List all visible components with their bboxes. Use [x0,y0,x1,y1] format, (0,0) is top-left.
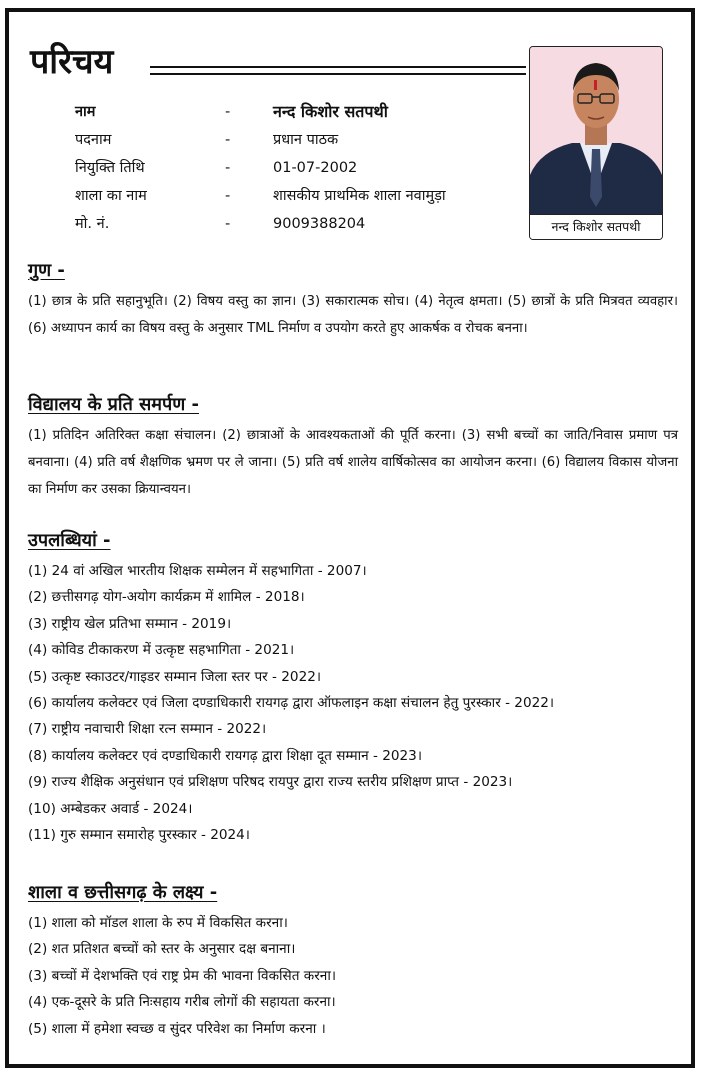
info-row-name [75,98,515,126]
profile-photo [529,46,663,240]
goal-item: (5) शाला में हमेशा स्वच्छ व सुंदर परिवेश का निर्माण करना । [28,1020,326,1037]
achievement-item: (9) राज्य शैक्षिक अनुसंधान एवं प्रशिक्षण परिषद रायपुर द्वारा राज्य स्तरीय प्रशिक्षण प्राप्त - 2023। [28,774,513,791]
info-dash: - [225,104,231,120]
info-label: मो. नं. [75,216,110,232]
goal-item: (4) एक-दूसरे के प्रति निःसहाय गरीब लोगों की सहायता करना। [28,994,336,1011]
goal-item: (1) शाला को मॉडल शाला के रुप में विकसित करना। [28,915,288,931]
achievement-item: (11) गुरु सम्मान समारोह पुरस्कार - 2024। [28,827,250,844]
info-value: प्रधान पाठक [273,132,339,148]
achievement-item: (2) छत्तीसगढ़ योग-अयोग कार्यक्रम में शामिल - 2018। [28,589,305,606]
goal-item: (3) बच्चों में देशभक्ति एवं राष्ट्र प्रेम की भावना विकसित करना। [28,967,337,984]
info-row-designation [75,126,515,154]
info-value: नन्द किशोर सतपथी [273,102,388,121]
info-dash: - [225,132,231,148]
info-value: शासकीय प्राथमिक शाला नवामुड़ा [273,188,446,204]
achievement-item: (7) राष्ट्रीय नवाचारी शिक्षा रत्न सम्मान - 2022। [28,721,267,738]
qualities-heading: गुण - [28,260,65,281]
goals-heading: शाला व छत्तीसगढ़ के लक्ष्य - [28,882,218,903]
info-row-mobile [75,210,515,238]
info-value: 9009388204 [273,216,366,232]
qualities-section [28,258,678,342]
info-value: 01-07-2002 [273,160,358,176]
info-dash: - [225,188,231,204]
achievement-item: (6) कार्यालय कलेक्टर एवं जिला दण्डाधिकारी रायगढ़ द्वारा ऑफलाइन कक्षा संचालन हेतु पुरस्कार - 2022। [28,695,555,712]
photo-caption: नन्द किशोर सतपथी [530,214,662,239]
title-divider [150,66,526,68]
achievement-item: (1) 24 वां अखिल भारतीय शिक्षक सम्मेलन में सहभागिता - 2007। [28,563,367,579]
achievement-item: (5) उत्कृष्ट स्काउटर/गाइडर सम्मान जिला स्तर पर - 2022। [28,668,322,685]
achievements-heading: उपलब्धियां - [28,530,111,551]
info-label: पदनाम [75,132,112,148]
achievement-item: (10) अम्बेडकर अवार्ड - 2024। [28,800,193,817]
title-divider-lower [150,73,526,75]
info-label: नियुक्ति तिथि [75,160,145,176]
info-dash: - [225,160,231,176]
page-title: परिचय [30,42,114,82]
qualities-text: (1) छात्र के प्रति सहानुभूति। (2) विषय वस्तु का ज्ञान। (3) सकारात्मक सोच। (4) नेतृत्व क्षमता। (5) छात्रों के प्रति मित्रवत व्यवहार। (6) अध्यापन कार्य का विषय वस्तु के अनुसार TML निर्माण व उपयोग करते हुए आकर्षक व रोचक बनना। [28,294,678,336]
achievement-item: (8) कार्यालय कलेक्टर एवं दण्डाधिकारी रायगढ़ द्वारा शिक्षा दूत सम्मान - 2023। [28,747,422,764]
profile-info [75,98,515,238]
dedication-section [28,392,678,503]
achievement-item: (3) राष्ट्रीय खेल प्रतिभा सम्मान - 2019। [28,615,232,632]
info-row-appointment-date [75,154,515,182]
info-row-school [75,182,515,210]
info-label: शाला का नाम [75,188,147,204]
person-portrait-icon [530,47,662,217]
achievement-item: (4) कोविड टीकाकरण में उत्कृष्ट सहभागिता - 2021। [28,642,295,659]
goals-section [28,880,678,1042]
info-label: नाम [75,104,96,120]
achievements-section [28,528,678,848]
info-dash: - [225,216,231,232]
goal-item: (2) शत प्रतिशत बच्चों को स्तर के अनुसार दक्ष बनाना। [28,941,296,958]
dedication-heading: विद्यालय के प्रति समर्पण - [28,394,200,415]
dedication-text: (1) प्रतिदिन अतिरिक्त कक्षा संचालन। (2) छात्राओं के आवश्यकताओं की पूर्ति करना। (3) सभी बच्चों का जाति/निवास प्रमाण पत्र बनवाना। (4) प्रति वर्ष शैक्षणिक भ्रमण पर ले जाना। (5) प्रति वर्ष शालेय वार्षिकोत्सव का आयोजन करना। (6) विद्यालय विकास योजना का निर्माण कर उसका क्रियान्वयन। [28,428,678,497]
